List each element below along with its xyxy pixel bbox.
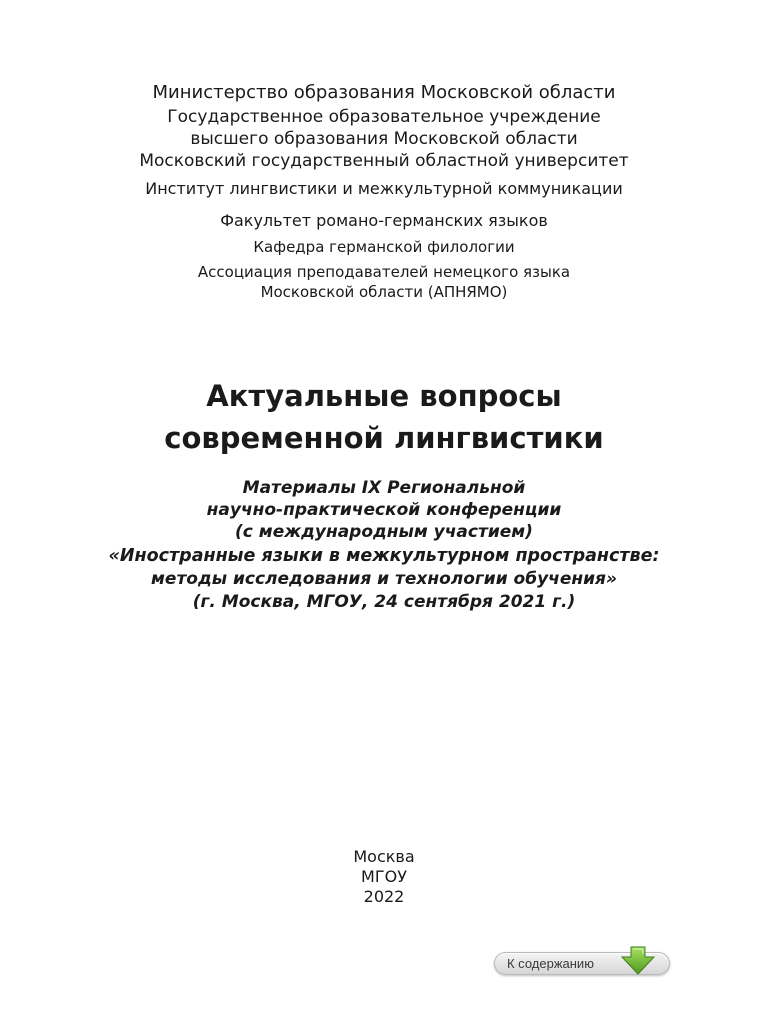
down-arrow-icon bbox=[618, 945, 658, 977]
faculty-line: Факультет романо-германских языков bbox=[220, 211, 548, 230]
subtitle-line-5: методы исследования и технологии обучения» bbox=[151, 569, 617, 589]
subtitle-line-2: научно-практической конференции bbox=[206, 500, 562, 520]
subtitle-line-4: «Иностранные языки в межкультурном пространстве: bbox=[108, 546, 660, 566]
imprint-publisher: МГОУ bbox=[361, 867, 407, 886]
association-line-2: Московской области (АПНЯМО) bbox=[260, 283, 508, 301]
table-of-contents-button[interactable] bbox=[494, 952, 670, 975]
book-title-line-1: Актуальные вопросы bbox=[206, 379, 562, 413]
institute-line: Институт лингвистики и межкультурной коммуникации bbox=[145, 179, 623, 198]
institution-line-2: высшего образования Московской области bbox=[190, 129, 578, 149]
department-line: Кафедра германской филологии bbox=[253, 238, 515, 256]
association-line-1: Ассоциация преподавателей немецкого языка bbox=[197, 263, 571, 281]
toc-button-label: К содержанию bbox=[507, 956, 594, 971]
imprint-city: Москва bbox=[353, 847, 415, 866]
subtitle-line-3: (с международным участием) bbox=[235, 522, 533, 542]
imprint-year: 2022 bbox=[363, 887, 405, 906]
book-title-line-2: современной лингвистики bbox=[164, 421, 604, 455]
ministry-line: Министерство образования Московской области bbox=[152, 82, 616, 103]
university-line: Московский государственный областной университет bbox=[139, 151, 629, 171]
subtitle-line-1: Материалы IX Региональной bbox=[242, 478, 526, 498]
institution-line-1: Государственное образовательное учреждение bbox=[167, 107, 601, 127]
subtitle-line-6: (г. Москва, МГОУ, 24 сентября 2021 г.) bbox=[192, 592, 576, 612]
